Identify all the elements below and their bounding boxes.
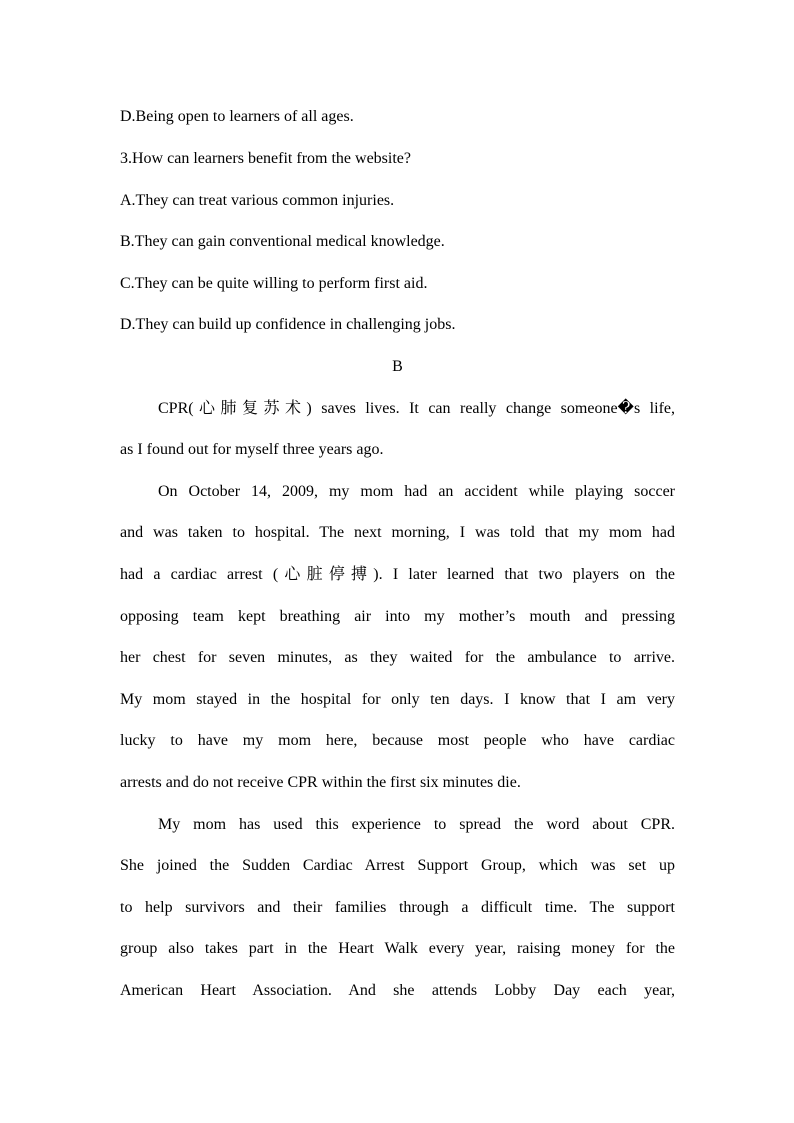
option-3c: C.They can be quite willing to perform first aid. bbox=[120, 275, 428, 292]
option-3d: D.They can build up confidence in challenging jobs. bbox=[120, 316, 456, 333]
passage-line: her chest for seven minutes, as they waited for the ambulance to arrive. bbox=[120, 649, 675, 666]
passage-line: My mom has used this experience to spread the word about CPR. bbox=[158, 816, 675, 833]
passage-line: group also takes part in the Heart Walk every year, raising money for the bbox=[120, 940, 675, 957]
passage-line: CPR(心肺复苏术) saves lives. It can really change someone�s life, bbox=[158, 400, 675, 417]
passage-line: American Heart Association. And she attends Lobby Day each year, bbox=[120, 982, 675, 999]
passage-line: lucky to have my mom here, because most people who have cardiac bbox=[120, 732, 675, 749]
passage-line: and was taken to hospital. The next morning, I was told that my mom had bbox=[120, 524, 675, 541]
section-label: B bbox=[392, 358, 403, 375]
passage-line: My mom stayed in the hospital for only ten days. I know that I am very bbox=[120, 691, 675, 708]
passage-line: opposing team kept breathing air into my mother’s mouth and pressing bbox=[120, 608, 675, 625]
question-3-stem: 3.How can learners benefit from the website? bbox=[120, 150, 411, 167]
option-3b: B.They can gain conventional medical knowledge. bbox=[120, 233, 445, 250]
passage-line: arrests and do not receive CPR within the first six minutes die. bbox=[120, 774, 521, 791]
option-3a: A.They can treat various common injuries. bbox=[120, 192, 395, 209]
passage-line: On October 14, 2009, my mom had an accident while playing soccer bbox=[158, 483, 675, 500]
passage-line: She joined the Sudden Cardiac Arrest Support Group, which was set up bbox=[120, 857, 675, 874]
option-2d: D.Being open to learners of all ages. bbox=[120, 108, 354, 125]
passage-line: had a cardiac arrest (心脏停搏). I later learned that two players on the bbox=[120, 566, 675, 583]
passage-line: to help survivors and their families through a difficult time. The support bbox=[120, 899, 675, 916]
passage-line: as I found out for myself three years ago. bbox=[120, 441, 384, 458]
